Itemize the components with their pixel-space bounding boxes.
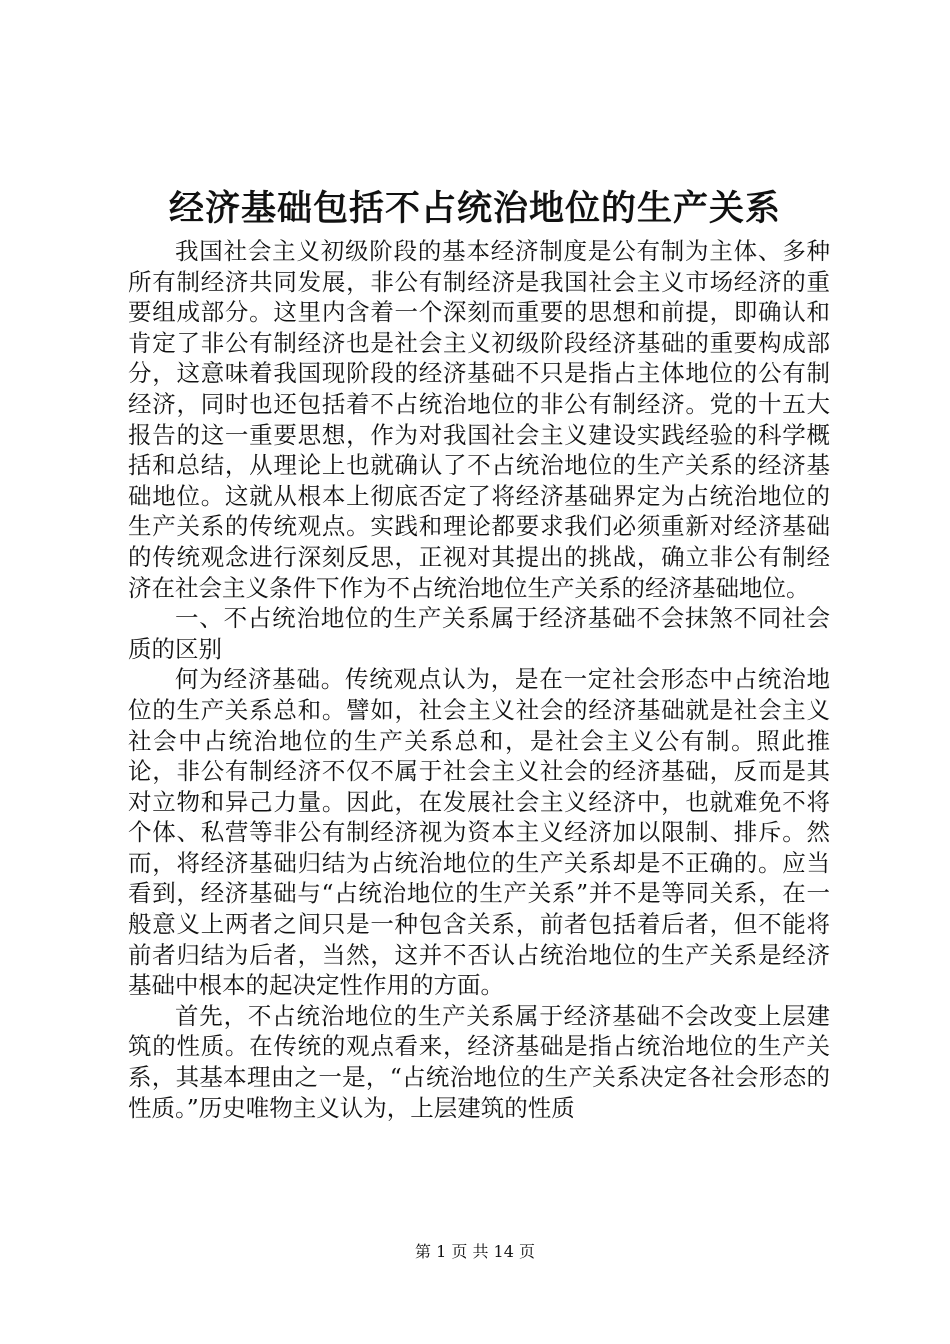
paragraph-economic-base: 何为经济基础。传统观点认为，是在一定社会形态中占统治地位的生产关系总和。譬如，社会主义社会的经济基础就是社会主义社会中占统治地位的生产关系总和，是社会主义公有制。照此推论，非公有制经济不仅不属于社会主义社会的经济基础，反而是其对立物和异己力量。因此，在发展社会主义经济中，也就难免不将个体、私营等非公有制经济视为资本主义经济加以限制、排斥。然而，将经济基础归结为占统治地位的生产关系却是不正确的。应当看到，经济基础与“占统治地位的生产关系”并不是等同关系，在一般意义上两者之间只是一种包含关系，前者包括着后者，但不能将前者归结为后者，当然，这并不否认占统治地位的生产关系是经济基础中根本的起决定性作用的方面。 bbox=[128, 665, 830, 1000]
section-heading-1: 一、不占统治地位的生产关系属于经济基础不会抹煞不同社会质的区别 bbox=[128, 604, 830, 663]
document-body bbox=[128, 236, 830, 1123]
paragraph-intro: 我国社会主义初级阶段的基本经济制度是公有制为主体、多种所有制经济共同发展，非公有制经济是我国社会主义市场经济的重要组成部分。这里内含着一个深刻而重要的思想和前提，即确认和肯定了非公有制经济也是社会主义初级阶段经济基础的重要构成部分，这意味着我国现阶段的经济基础不只是指占主体地位的公有制经济，同时也还包括着不占统治地位的非公有制经济。党的十五大报告的这一重要思想，作为对我国社会主义建设实践经验的科学概括和总结，从理论上也就确认了不占统治地位的生产关系的经济基础地位。这就从根本上彻底否定了将经济基础界定为占统治地位的生产关系的传统观点。实践和理论都要求我们必须重新对经济基础的传统观念进行深刻反思，正视对其提出的挑战，确立非公有制经济在社会主义条件下作为不占统治地位生产关系的经济基础地位。 bbox=[128, 237, 830, 602]
document-title: 经济基础包括不占统治地位的生产关系 bbox=[168, 188, 781, 229]
paragraph-first-point: 首先，不占统治地位的生产关系属于经济基础不会改变上层建筑的性质。在传统的观点看来，经济基础是指占统治地位的生产关系，其基本理由之一是，“占统治地位的生产关系决定各社会形态的性质。”历史唯物主义认为，上层建筑的性质 bbox=[128, 1001, 830, 1122]
page-footer: 第 1 页 共 14 页 bbox=[415, 1242, 535, 1261]
